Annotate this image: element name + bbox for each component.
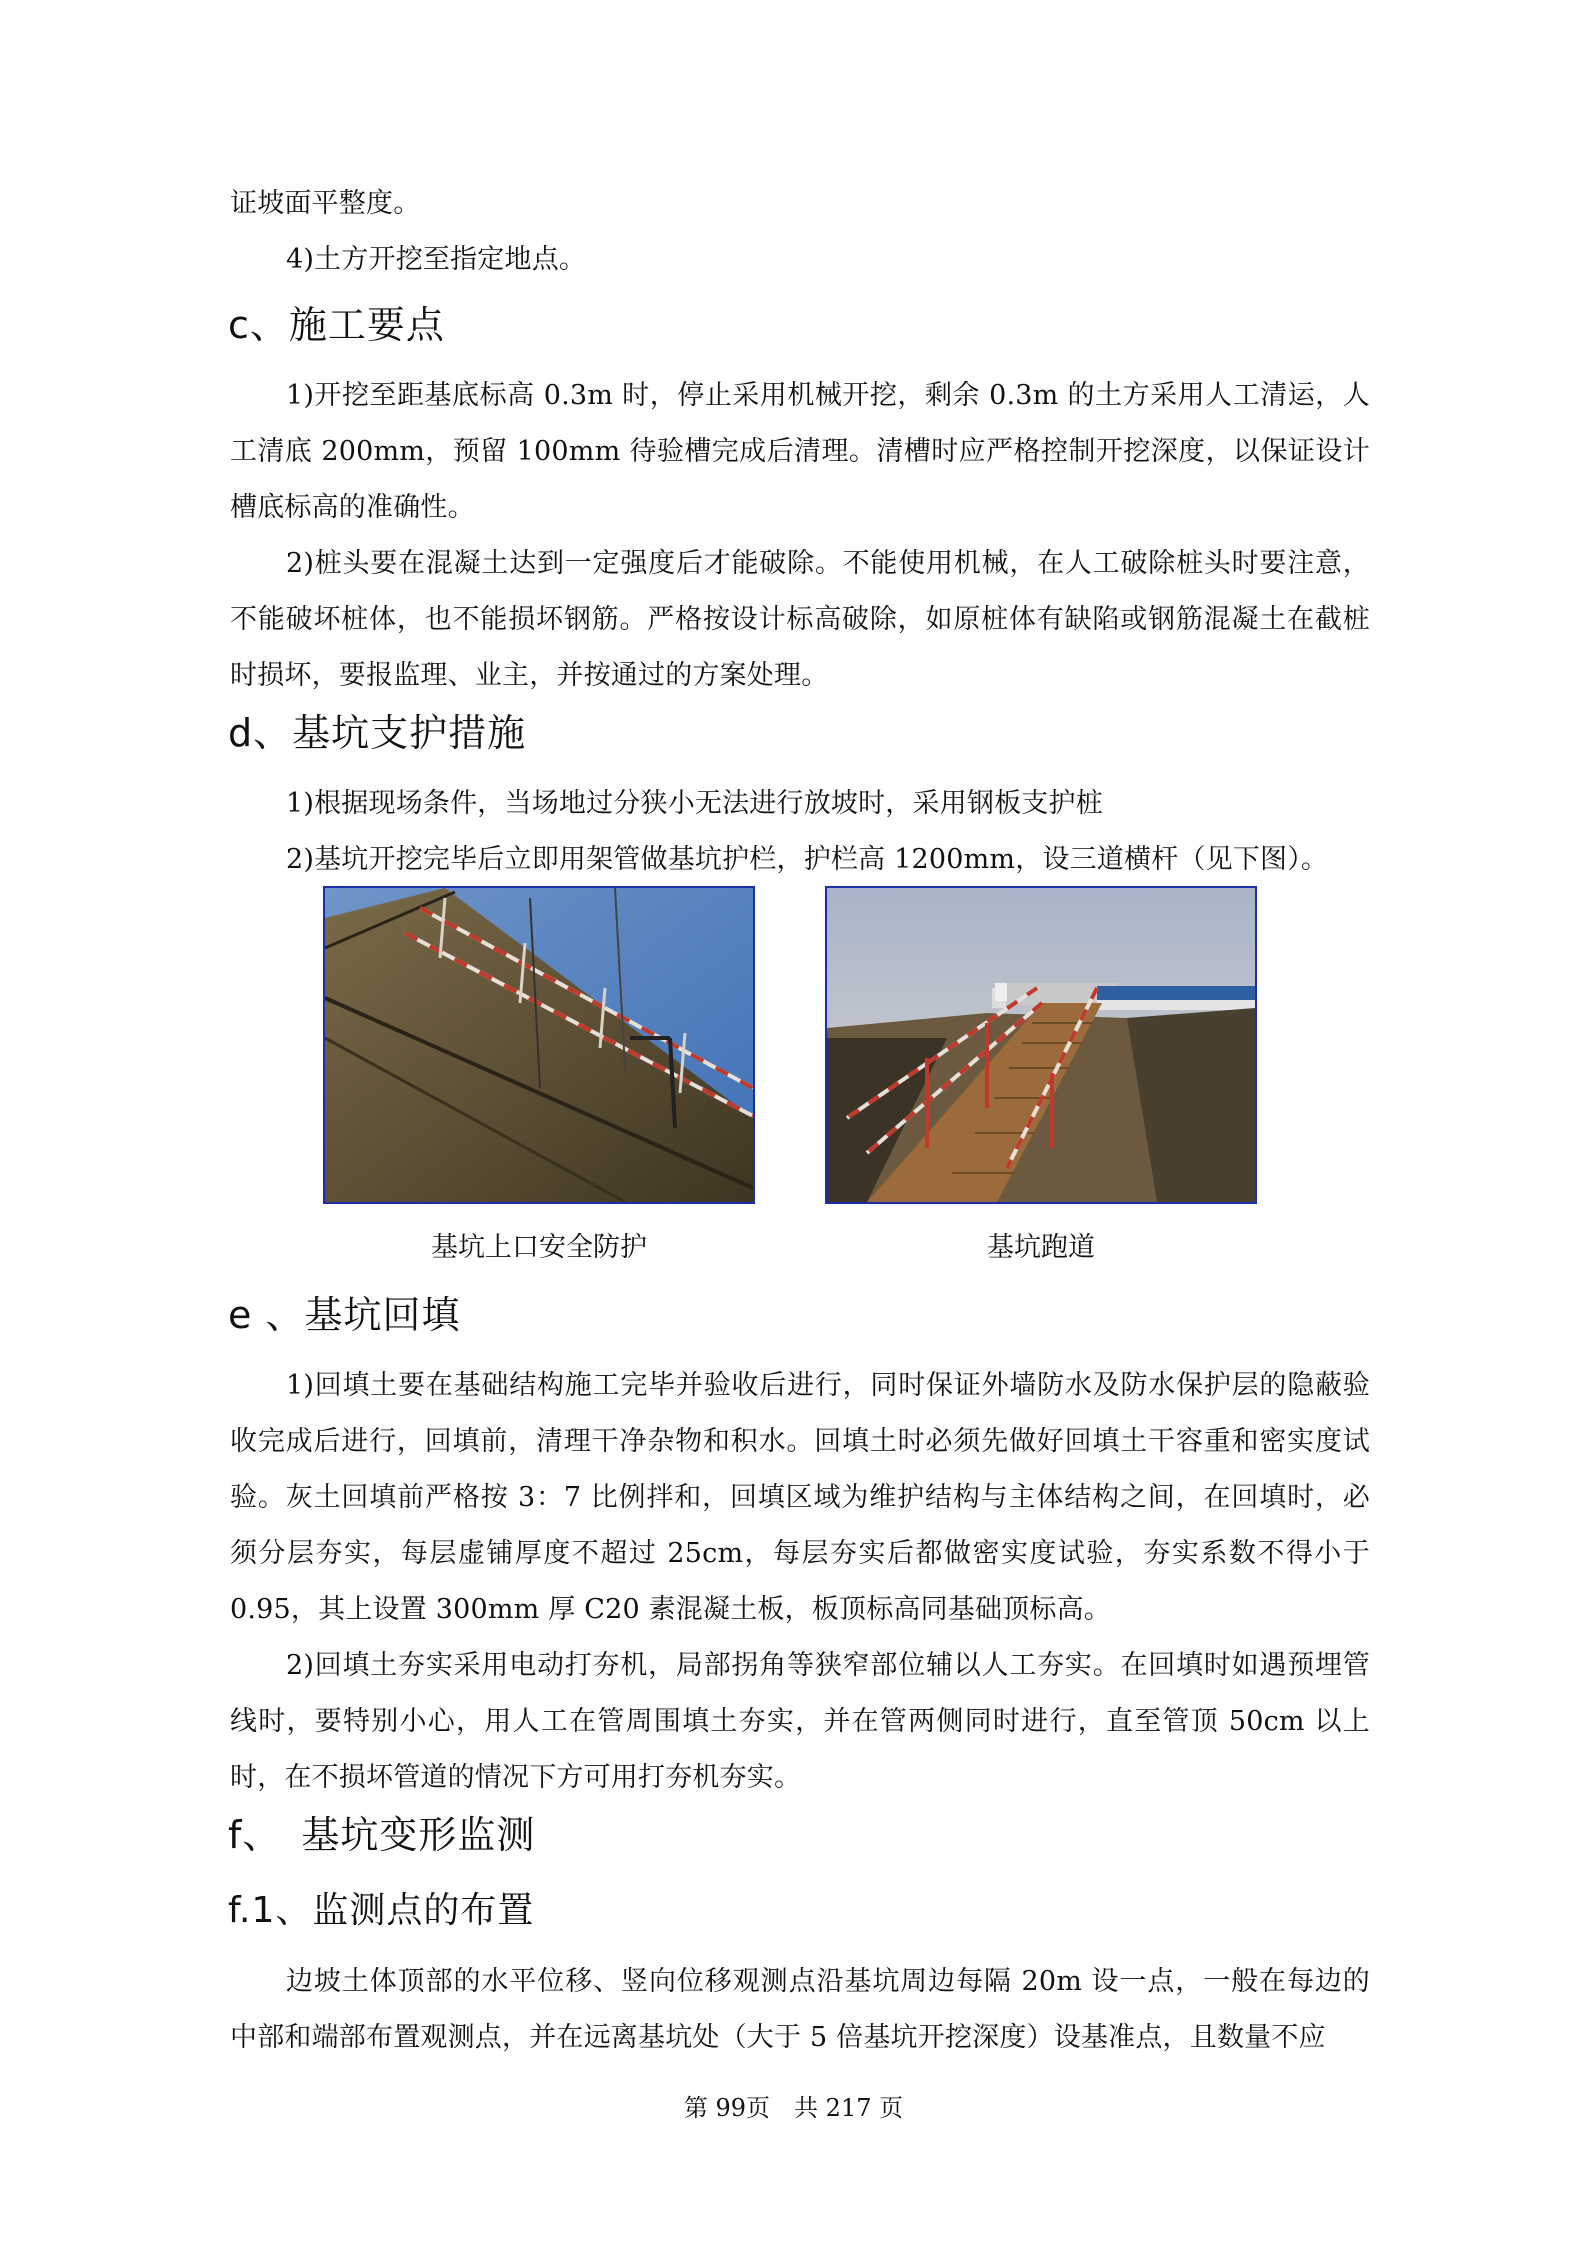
heading-e: e 、基坑回填 [228,1293,461,1337]
paragraph-c2: 2)桩头要在混凝土达到一定强度后才能破除。不能使用机械，在人工破除桩头时要注意，不能破坏桩体，也不能损坏钢筋。严格按设计标高破除，如原桩体有缺陷或钢筋混凝土在截桩时损坏，要报监理、业主，并按通过的方案处理。 [230,548,1370,691]
paragraph-c1: 1)开挖至距基底标高 0.3m 时，停止采用机械开挖，剩余 0.3m 的土方采用人工清运，人工清底 200mm，预留 100mm 待验槽完成后清理。清槽时应严格控制开挖深度，以保证设计槽底标高的准确性。 [230,380,1370,523]
paragraph-d1: 1)根据现场条件，当场地过分狭小无法进行放坡时，采用钢板支护桩 [286,788,1103,819]
paragraph-e1: 1)回填土要在基础结构施工完毕并验收后进行，同时保证外墙防水及防水保护层的隐蔽验收完成后进行，回填前，清理干净杂物和积水。回填土时必须先做好回填土干容重和密实度试验。灰土回填前严格按 3：7 比例拌和，回填区域为维护结构与主体结构之间，在回填时，必须分层夯实，每层虚铺厚度不超过 25cm，每层夯实后都做密实度试验，夯实系数不得小于 0.95，其上设置 300mm 厚 C20 素混凝土板，板顶标高同基础顶标高。 [230,1370,1370,1625]
paragraph-e2: 2)回填土夯实采用电动打夯机，局部拐角等狭窄部位辅以人工夯实。在回填时如遇预埋管线时，要特别小心，用人工在管周围填土夯实，并在管两侧同时进行，直至管顶 50cm 以上时，在不损坏管道的情况下方可用打夯机夯实。 [230,1650,1370,1793]
walkway-illustration [827,888,1255,1202]
heading-f1: f.1、监测点的布置 [228,1890,535,1931]
heading-f: f、 基坑变形监测 [228,1813,536,1857]
paragraph-f1: 边坡土体顶部的水平位移、竖向位移观测点沿基坑周边每隔 20m 设一点，一般在每边的中部和端部布置观测点，并在远离基坑处（大于 5 倍基坑开挖深度）设基准点，且数量不应 [230,1966,1370,2053]
heading-c: c、施工要点 [228,303,445,347]
caption-pit-edge-protection: 基坑上口安全防护 [431,1232,647,1263]
photo-pit-edge-protection [323,886,755,1204]
photo-pit-walkway [825,886,1257,1204]
pit-edge-illustration [325,888,753,1202]
heading-d: d、基坑支护措施 [228,711,527,755]
page-footer: 第 99页 共 217 页 [683,2094,904,2122]
caption-pit-walkway: 基坑跑道 [987,1232,1095,1263]
paragraph-intro-tail: 证坡面平整度。 [230,188,421,219]
paragraph-d2: 2)基坑开挖完毕后立即用架管做基坑护栏，护栏高 1200mm，设三道横杆（见下图）。 [286,844,1329,875]
paragraph-intro-4: 4)土方开挖至指定地点。 [286,244,587,275]
